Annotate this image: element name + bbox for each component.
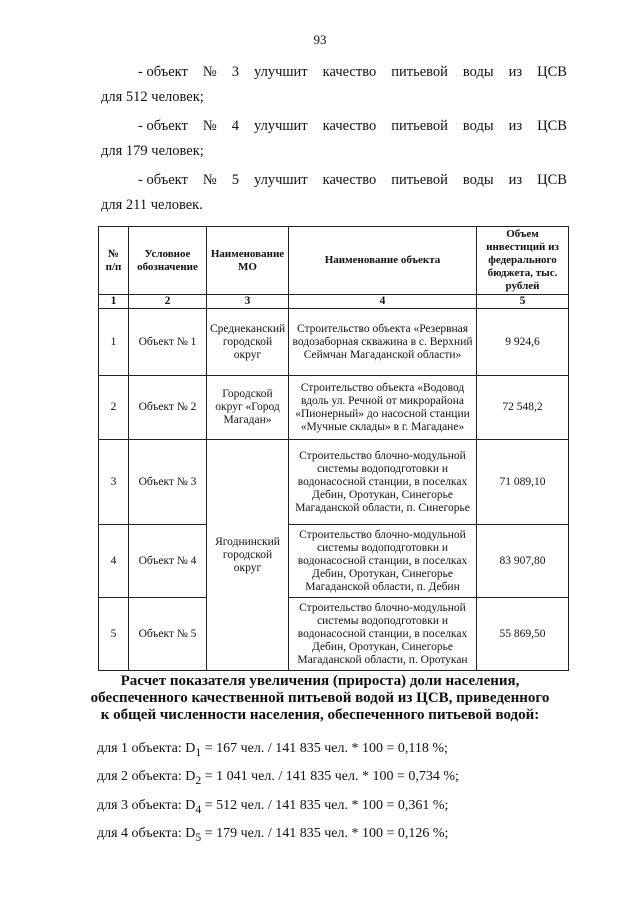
word: питьевой xyxy=(391,64,448,80)
word: качество xyxy=(322,172,377,188)
formula-prefix: для 1 объекта: D xyxy=(97,741,196,756)
table-row xyxy=(99,376,569,440)
header-cell: Условное обозначение xyxy=(129,227,207,295)
formula-rest: = 179 чел. / 141 835 чел. * 100 = 0,126 %; xyxy=(201,826,449,841)
table-header-row xyxy=(99,227,569,295)
designation: Объект № 3 xyxy=(129,440,207,525)
amount: 72 548,2 xyxy=(477,376,569,440)
heading-line: к общей численности населения, обеспеченного питьевой водой: xyxy=(100,707,540,723)
formula-subscript: 5 xyxy=(195,830,202,844)
word: № xyxy=(202,172,217,188)
word: улучшит xyxy=(253,118,308,134)
word: № xyxy=(202,118,217,134)
word: качество xyxy=(322,64,377,80)
row-number: 2 xyxy=(99,376,129,440)
word: из xyxy=(508,64,523,80)
word: ЦСВ xyxy=(537,64,567,80)
amount: 9 924,6 xyxy=(477,309,569,376)
header-cell: Наименование МО xyxy=(207,227,289,295)
paragraph-object-5 xyxy=(101,168,567,218)
designation: Объект № 5 xyxy=(129,598,207,671)
heading-line: Расчет показателя увеличения (прироста) доли населения, xyxy=(120,673,520,689)
paragraph-line-2: для 512 человек; xyxy=(101,89,204,105)
word: - объект xyxy=(138,64,188,80)
object-name: Строительство блочно-модульной системы водоподготовки и водонасосной станции, в поселках Дебин, Оротукан, Синегорье Магаданской области, п. Синегорье xyxy=(289,440,477,525)
page-number: 93 xyxy=(313,32,327,47)
formula-subscript: 4 xyxy=(195,802,202,816)
designation: Объект № 1 xyxy=(129,309,207,376)
word: из xyxy=(508,118,523,134)
word: - объект xyxy=(138,172,188,188)
word: улучшит xyxy=(253,172,308,188)
word: питьевой xyxy=(391,172,448,188)
row-number: 4 xyxy=(99,525,129,598)
paragraph-line xyxy=(101,60,567,85)
column-number: 4 xyxy=(289,295,477,309)
object-name: Строительство объекта «Водовод вдоль ул. Речной от микрорайона «Пионерный» до насосной станции «Мучные склады» в г. Магадане» xyxy=(289,376,477,440)
municipality: Городской округ «Город Магадан» xyxy=(207,376,289,440)
formula-subscript: 2 xyxy=(195,773,202,787)
calculation-heading xyxy=(80,673,560,724)
word: качество xyxy=(322,118,377,134)
paragraph-line-2: для 211 человек. xyxy=(101,197,203,213)
word: воды xyxy=(462,118,494,134)
word: ЦСВ xyxy=(537,118,567,134)
formula-line xyxy=(97,741,448,759)
table-row xyxy=(99,598,569,671)
municipality: Среднеканский городской округ xyxy=(207,309,289,376)
formula-line xyxy=(97,769,459,787)
word: ЦСВ xyxy=(537,172,567,188)
amount: 83 907,80 xyxy=(477,525,569,598)
formula-rest: = 512 чел. / 141 835 чел. * 100 = 0,361 %; xyxy=(201,798,449,813)
formula-subscript: 1 xyxy=(195,745,202,759)
word: 5 xyxy=(231,172,239,188)
object-name: Строительство объекта «Резервная водозаборная скважина в с. Верхний Сеймчан Магаданской области» xyxy=(289,309,477,376)
formula-prefix: для 2 объекта: D xyxy=(97,769,196,784)
column-number: 2 xyxy=(129,295,207,309)
designation: Объект № 4 xyxy=(129,525,207,598)
table-row xyxy=(99,309,569,376)
formula-line xyxy=(97,798,448,816)
formula-rest: = 1 041 чел. / 141 835 чел. * 100 = 0,734 %; xyxy=(201,769,459,784)
formula-line xyxy=(97,826,448,844)
row-number: 1 xyxy=(99,309,129,376)
heading-line: обеспеченного качественной питьевой водой из ЦСВ, приведенного xyxy=(90,690,550,706)
paragraph-line xyxy=(101,114,567,139)
object-name: Строительство блочно-модульной системы водоподготовки и водонасосной станции, в поселках Дебин, Оротукан, Синегорье Магаданской области, п. Оротукан xyxy=(289,598,477,671)
paragraph-object-4 xyxy=(101,114,567,164)
municipality: Ягоднинский городской округ xyxy=(207,440,289,671)
word: - объект xyxy=(138,118,188,134)
header-cell: Наименование объекта xyxy=(289,227,477,295)
amount: 71 089,10 xyxy=(477,440,569,525)
amount: 55 869,50 xyxy=(477,598,569,671)
paragraph-line-2: для 179 человек; xyxy=(101,143,204,159)
word: № xyxy=(202,64,217,80)
column-number-row xyxy=(99,295,569,309)
header-cell: № п/п xyxy=(99,227,129,295)
investment-table xyxy=(98,226,569,671)
word: из xyxy=(508,172,523,188)
table-row xyxy=(99,440,569,525)
formula-rest: = 167 чел. / 141 835 чел. * 100 = 0,118 %; xyxy=(201,741,448,756)
column-number: 5 xyxy=(477,295,569,309)
word: улучшит xyxy=(253,64,308,80)
formula-prefix: для 3 объекта: D xyxy=(97,798,196,813)
column-number: 3 xyxy=(207,295,289,309)
word: питьевой xyxy=(391,118,448,134)
paragraph-line xyxy=(101,168,567,193)
row-number: 5 xyxy=(99,598,129,671)
object-name: Строительство блочно-модульной системы водоподготовки и водонасосной станции, в поселках Дебин, Оротукан, Синегорье Магаданской области, п. Дебин xyxy=(289,525,477,598)
word: воды xyxy=(462,64,494,80)
paragraph-object-3 xyxy=(101,60,567,110)
row-number: 3 xyxy=(99,440,129,525)
word: 3 xyxy=(231,64,239,80)
formula-prefix: для 4 объекта: D xyxy=(97,826,196,841)
header-cell: Объем инвестиций из федерального бюджета, тыс. рублей xyxy=(477,227,569,295)
column-number: 1 xyxy=(99,295,129,309)
word: 4 xyxy=(231,118,239,134)
designation: Объект № 2 xyxy=(129,376,207,440)
word: воды xyxy=(462,172,494,188)
table-row xyxy=(99,525,569,598)
